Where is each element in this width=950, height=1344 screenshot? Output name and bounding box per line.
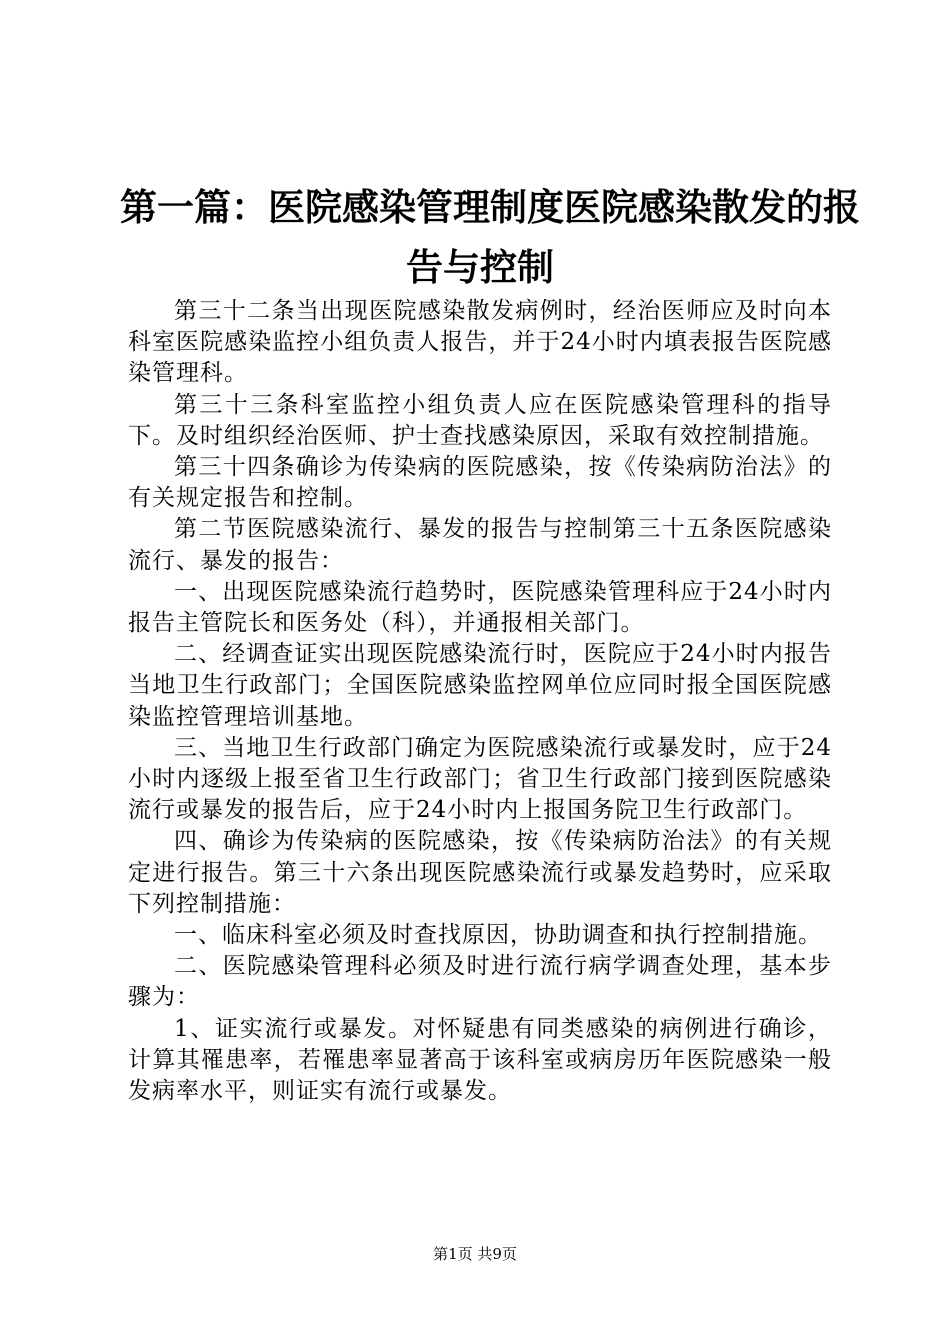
page-number-footer: 第1页 共9页 <box>433 1245 517 1263</box>
paragraph: 1、证实流行或暴发。对怀疑患有同类感染的病例进行确诊，计算其罹患率，若罹患率显著高于该科室或病房历年医院感染一般发病率水平，则证实有流行或暴发。 <box>128 1015 832 1105</box>
paragraph: 第三十四条确诊为传染病的医院感染，按《传染病防治法》的有关规定报告和控制。 <box>128 454 832 512</box>
paragraph: 二、医院感染管理科必须及时进行流行病学调查处理，基本步骤为： <box>128 953 832 1011</box>
paragraph: 一、出现医院感染流行趋势时，医院感染管理科应于24小时内报告主管院长和医务处（科），并通报相关部门。 <box>128 578 832 637</box>
paragraph: 二、经调查证实出现医院感染流行时，医院应于24小时内报告当地卫生行政部门；全国医院感染监控网单位应同时报全国医院感染监控管理培训基地。 <box>128 641 832 730</box>
paragraph: 第三十三条科室监控小组负责人应在医院感染管理科的指导下。及时组织经治医师、护士查找感染原因，采取有效控制措施。 <box>128 391 832 449</box>
paragraph: 第二节医院感染流行、暴发的报告与控制第三十五条医院感染流行、暴发的报告： <box>128 516 832 574</box>
paragraph: 四、确诊为传染病的医院感染，按《传染病防治法》的有关规定进行报告。第三十六条出现医院感染流行或暴发趋势时，应采取下列控制措施： <box>128 828 832 917</box>
paragraph: 第三十二条当出现医院感染散发病例时，经治医师应及时向本科室医院感染监控小组负责人报告，并于24小时内填表报告医院感染管理科。 <box>128 298 832 387</box>
paragraph: 一、临床科室必须及时查找原因，协助调查和执行控制措施。 <box>174 922 822 949</box>
paragraph: 三、当地卫生行政部门确定为医院感染流行或暴发时，应于24小时内逐级上报至省卫生行政部门；省卫生行政部门接到医院感染流行或暴发的报告后，应于24小时内上报国务院卫生行政部门。 <box>128 734 832 824</box>
document-body <box>128 296 832 1107</box>
document-title-line1: 第一篇：医院感染管理制度医院感染散发的报 <box>120 186 860 229</box>
document-title-line2: 告与控制 <box>406 246 554 289</box>
